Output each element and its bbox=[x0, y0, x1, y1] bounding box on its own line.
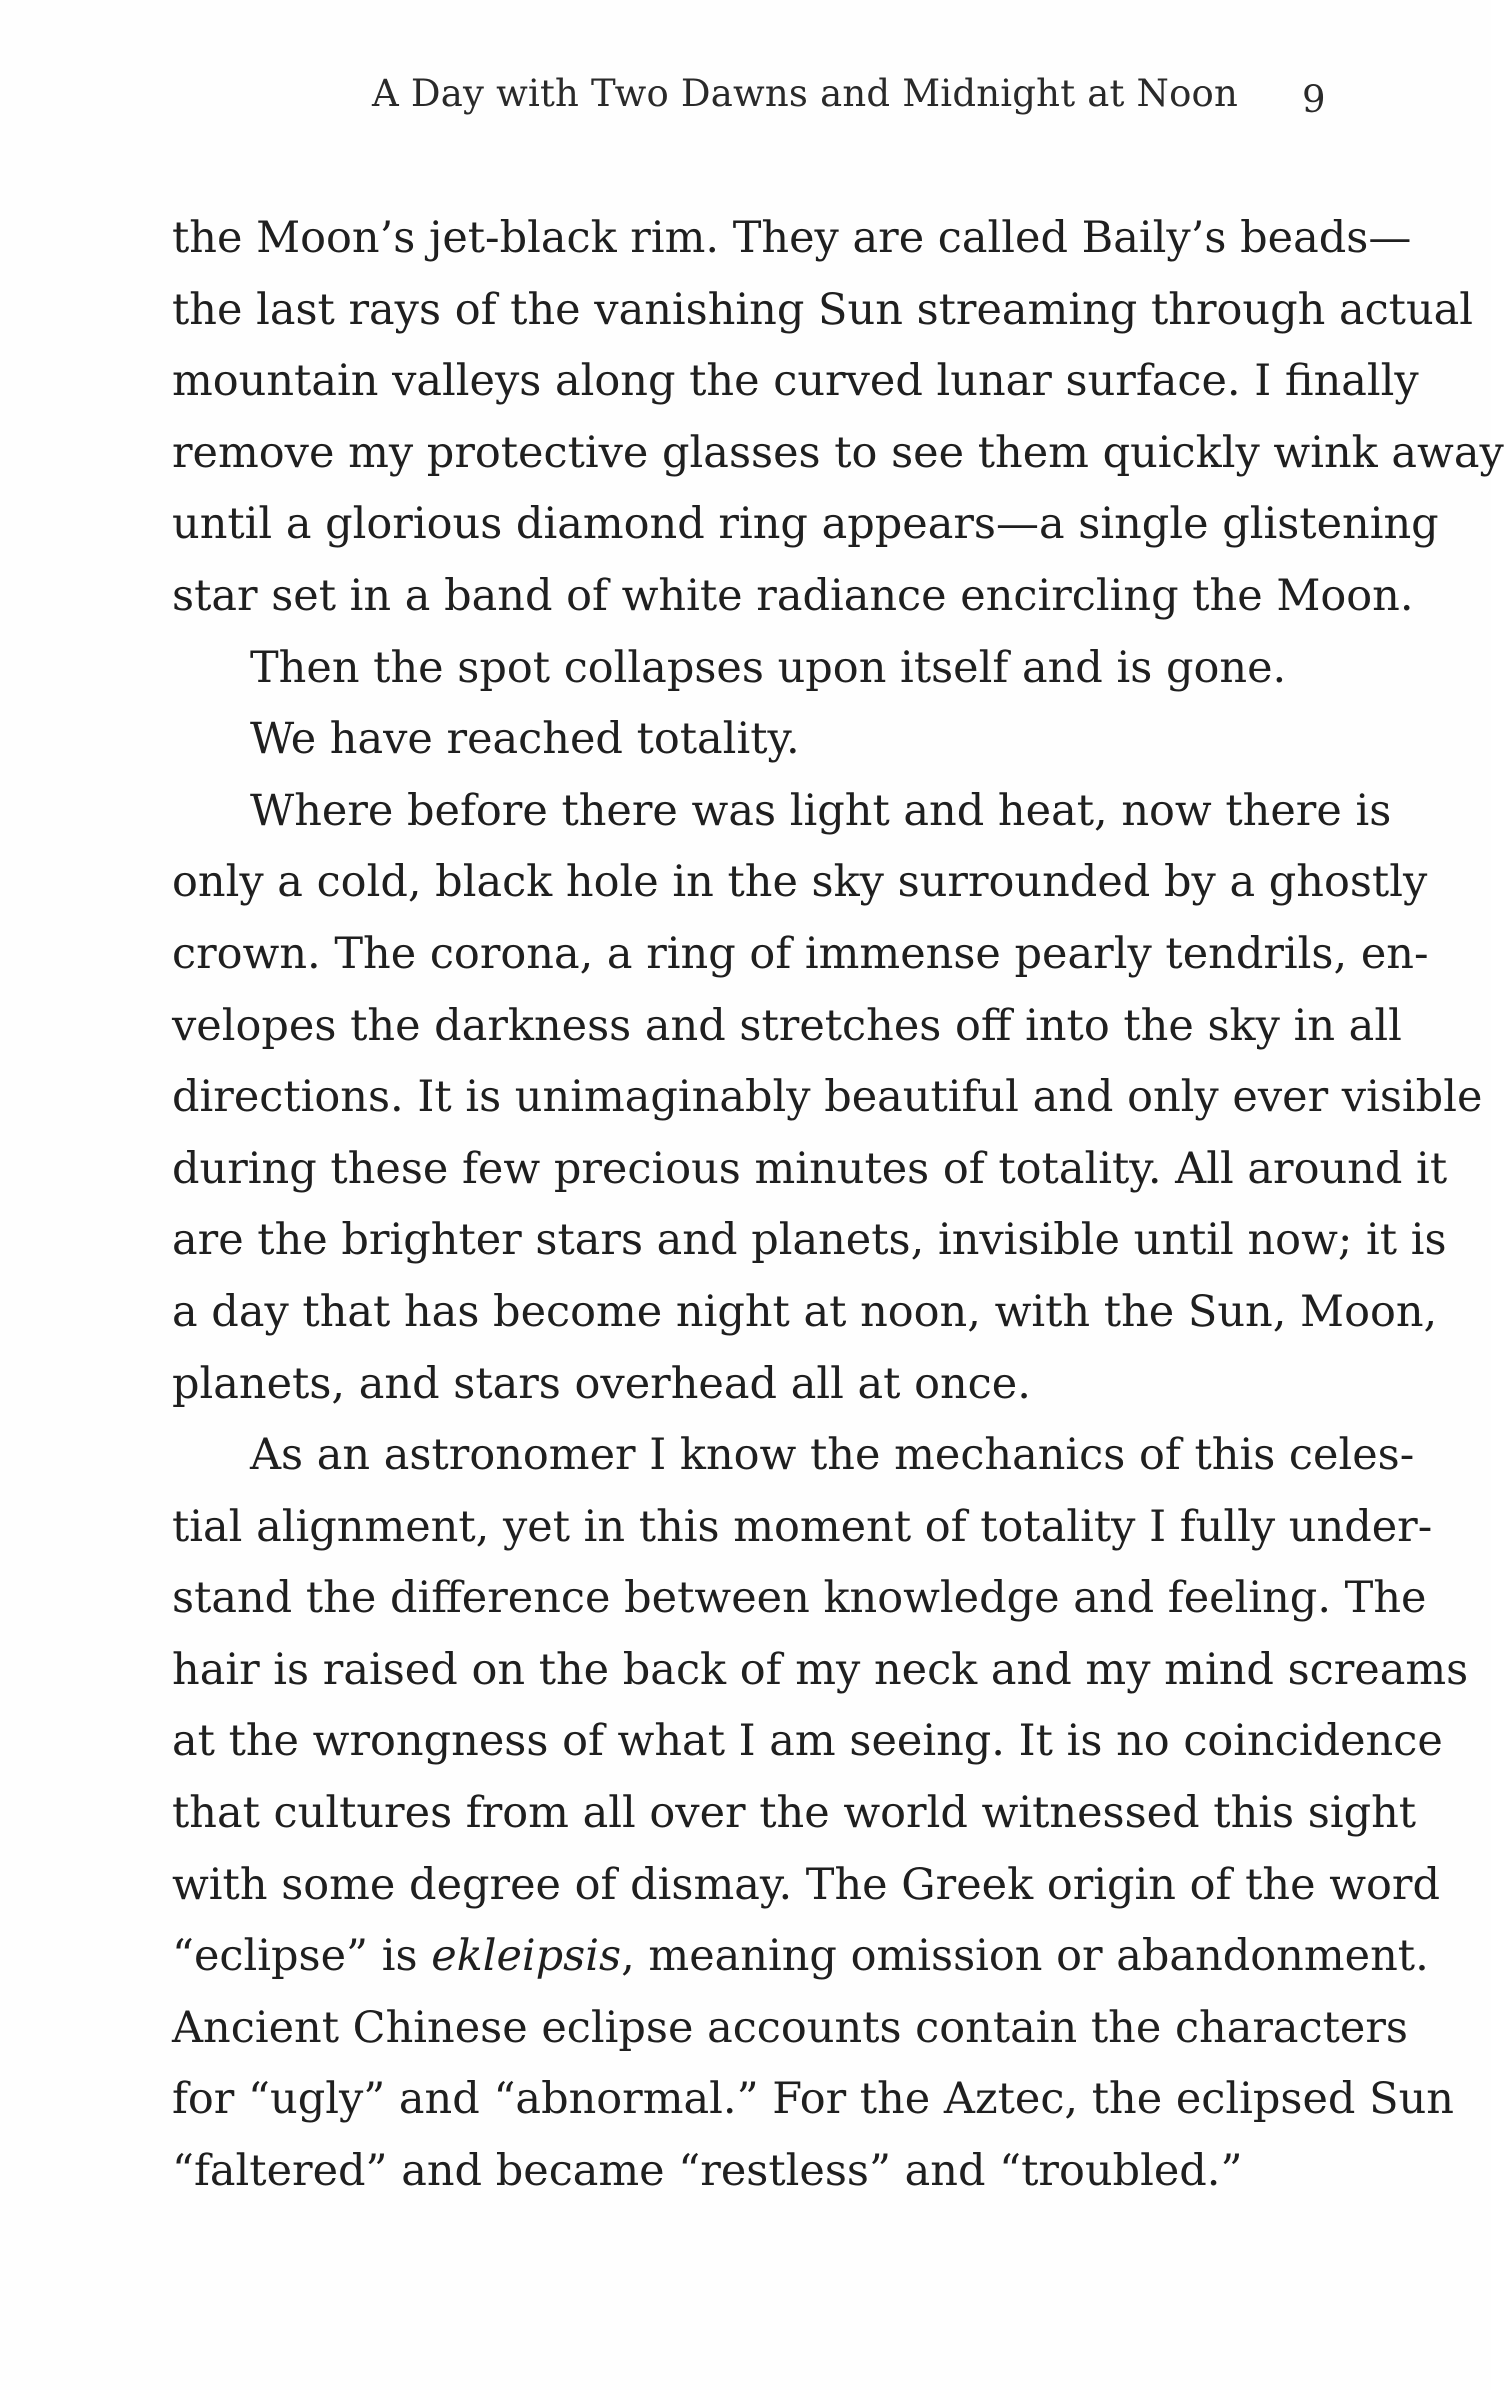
text-line: We have reached totality. bbox=[250, 714, 800, 765]
text-line: stand the difference between knowledge and feeling. The bbox=[172, 1573, 1427, 1624]
text-line: planets, and stars overhead all at once. bbox=[172, 1358, 1031, 1409]
text-line: remove my protective glasses to see them quickly wink away bbox=[172, 427, 1504, 478]
text-line: until a glorious diamond ring appears—a single glistening bbox=[172, 499, 1439, 550]
text-line: that cultures from all over the world witnessed this sight bbox=[172, 1788, 1417, 1839]
text-line: Then the spot collapses upon itself and is gone. bbox=[250, 642, 1287, 693]
text-line: at the wrongness of what I am seeing. It is no coincidence bbox=[172, 1716, 1443, 1767]
text-line: velopes the darkness and stretches off into the sky in all bbox=[172, 1000, 1402, 1051]
text-line: are the brighter stars and planets, invisible until now; it is bbox=[172, 1215, 1447, 1266]
text-line: the Moon’s jet-black rim. They are called Baily’s beads— bbox=[172, 213, 1412, 263]
page-number: 9 bbox=[1302, 78, 1326, 121]
running-head: A Day with Two Dawns and Midnight at Noon bbox=[372, 72, 1239, 115]
text-line: As an astronomer I know the mechanics of this celes- bbox=[250, 1430, 1415, 1481]
body-text bbox=[172, 203, 1504, 2208]
text-line: Ancient Chinese eclipse accounts contain the characters bbox=[172, 2002, 1408, 2053]
text-line: during these few precious minutes of totality. All around it bbox=[172, 1143, 1448, 1194]
text-line: hair is raised on the back of my neck and my mind screams bbox=[172, 1644, 1469, 1695]
text-line: directions. It is unimaginably beautiful and only ever visible bbox=[172, 1072, 1483, 1123]
text-line: with some degree of dismay. The Greek origin of the word bbox=[172, 1859, 1440, 1910]
text-line: for “ugly” and “abnormal.” For the Aztec, the eclipsed Sun bbox=[172, 2074, 1454, 2125]
text-line: tial alignment, yet in this moment of totality I fully under- bbox=[172, 1501, 1433, 1552]
text-line: only a cold, black hole in the sky surrounded by a ghostly bbox=[172, 857, 1428, 908]
italic-term: ekleipsis bbox=[431, 1931, 622, 1982]
text-segment: “eclipse” is bbox=[172, 1931, 432, 1982]
text-line: mountain valleys along the curved lunar surface. I finally bbox=[172, 356, 1419, 407]
text-line: “faltered” and became “restless” and “troubled.” bbox=[172, 2146, 1243, 2197]
text-line: Where before there was light and heat, now there is bbox=[250, 785, 1392, 836]
text-line: crown. The corona, a ring of immense pearly tendrils, en- bbox=[172, 928, 1429, 979]
text-line: star set in a band of white radiance encircling the Moon. bbox=[172, 570, 1414, 621]
text-line: a day that has become night at noon, with the Sun, Moon, bbox=[172, 1286, 1438, 1337]
text-segment: , meaning omission or abandonment. bbox=[621, 1931, 1429, 1982]
text-line-with-italic bbox=[172, 1921, 1429, 1993]
text-line: the last rays of the vanishing Sun streaming through actual bbox=[172, 284, 1474, 335]
